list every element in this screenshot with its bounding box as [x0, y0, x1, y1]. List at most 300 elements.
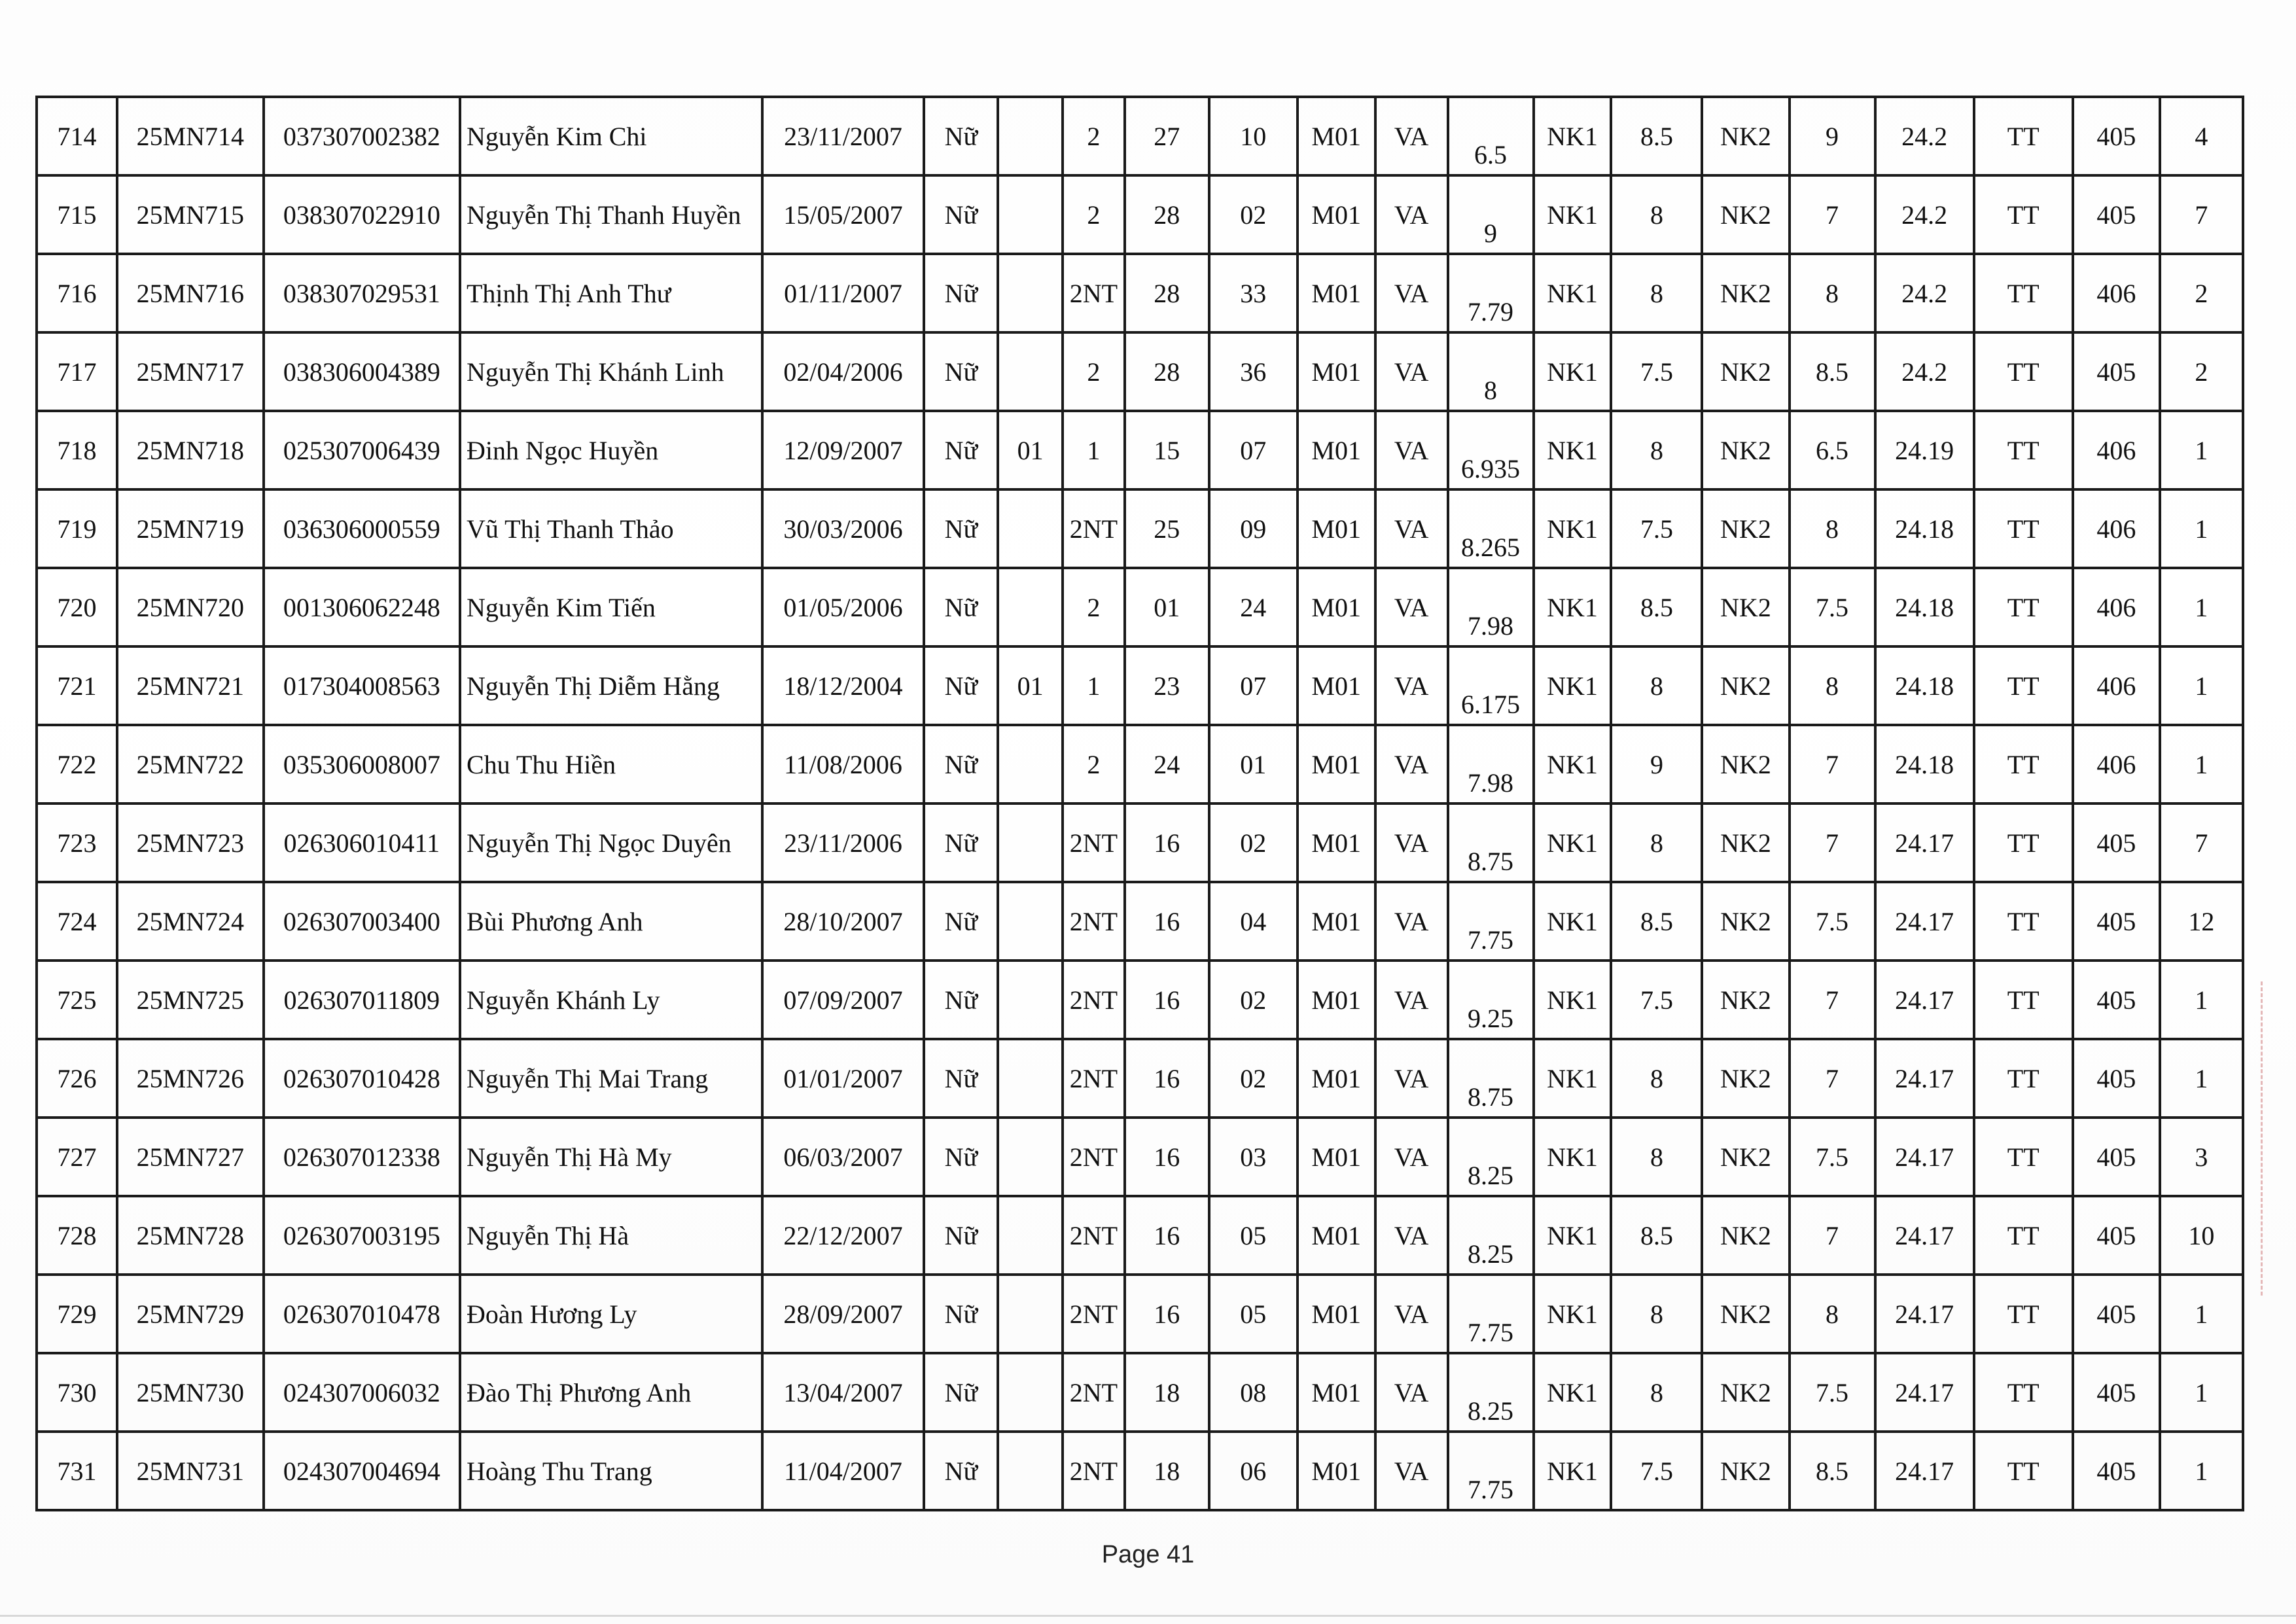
- cell-gioi-tinh: Nữ: [924, 1039, 998, 1118]
- cell-thu-tu-nguyen-vong: 1: [2160, 961, 2243, 1039]
- cell-ma-truong: 36: [1209, 332, 1298, 411]
- cell-ho-ten: Chu Thu Hiền: [460, 725, 762, 803]
- cell-khu-vuc: 2NT: [1063, 1353, 1125, 1432]
- cell-thu-tu-nguyen-vong: 1: [2160, 1039, 2243, 1118]
- cell-ket-qua: TT: [1974, 411, 2073, 489]
- cell-stt: 729: [37, 1275, 117, 1353]
- cell-gioi-tinh: Nữ: [924, 332, 998, 411]
- cell-ma-truong: 07: [1209, 646, 1298, 725]
- cell-mon3: NK2: [1702, 1118, 1789, 1196]
- cell-khu-vuc: 2NT: [1063, 254, 1125, 332]
- bottom-scan-edge: [0, 1615, 2296, 1617]
- cell-mon3: NK2: [1702, 882, 1789, 961]
- cell-khu-vuc: 2: [1063, 97, 1125, 175]
- cell-ho-ten: Hoàng Thu Trang: [460, 1432, 762, 1510]
- cell-ho-ten: Nguyễn Thị Khánh Linh: [460, 332, 762, 411]
- cell-stt: 731: [37, 1432, 117, 1510]
- cell-mon1: VA: [1375, 175, 1448, 254]
- cell-tong-diem: 24.17: [1875, 961, 1974, 1039]
- table-row: [37, 882, 2243, 961]
- cell-diem2: 8.5: [1611, 1196, 1702, 1275]
- cell-mon3: NK2: [1702, 1353, 1789, 1432]
- cell-ma-ho-so: 25MN723: [117, 803, 264, 882]
- cell-mon3: NK2: [1702, 646, 1789, 725]
- cell-mon1: VA: [1375, 725, 1448, 803]
- cell-khu-vuc: 2: [1063, 725, 1125, 803]
- cell-tong-diem: 24.18: [1875, 646, 1974, 725]
- cell-cccd: 026307003400: [264, 882, 460, 961]
- table-row: [37, 646, 2243, 725]
- cell-diem3: 7.5: [1790, 1353, 1875, 1432]
- cell-ma-tinh: 16: [1125, 1039, 1209, 1118]
- cell-stt: 728: [37, 1196, 117, 1275]
- cell-ket-qua: TT: [1974, 97, 2073, 175]
- cell-tong-diem: 24.2: [1875, 97, 1974, 175]
- cell-ma-nganh: 405: [2073, 1275, 2160, 1353]
- cell-ngay-sinh: 15/05/2007: [762, 175, 925, 254]
- cell-mon2: NK1: [1534, 254, 1612, 332]
- cell-diem2: 7.5: [1611, 961, 1702, 1039]
- cell-diem1: 6.175: [1448, 646, 1534, 725]
- cell-ho-ten: Nguyễn Thị Hà My: [460, 1118, 762, 1196]
- cell-mon1: VA: [1375, 1039, 1448, 1118]
- cell-ma-truong: 24: [1209, 568, 1298, 646]
- cell-thu-tu-nguyen-vong: 1: [2160, 1432, 2243, 1510]
- cell-ma-to-hop: M01: [1298, 489, 1375, 568]
- cell-ma-to-hop: M01: [1298, 411, 1375, 489]
- cell-mon1: VA: [1375, 97, 1448, 175]
- cell-ket-qua: TT: [1974, 1039, 2073, 1118]
- cell-cccd: 024307004694: [264, 1432, 460, 1510]
- cell-thu-tu-nguyen-vong: 12: [2160, 882, 2243, 961]
- cell-ma-tinh: 28: [1125, 332, 1209, 411]
- cell-mon1: VA: [1375, 332, 1448, 411]
- cell-ma-to-hop: M01: [1298, 1118, 1375, 1196]
- cell-cccd: 037307002382: [264, 97, 460, 175]
- cell-ngay-sinh: 13/04/2007: [762, 1353, 925, 1432]
- cell-ma-ho-so: 25MN722: [117, 725, 264, 803]
- cell-ma-to-hop: M01: [1298, 1432, 1375, 1510]
- cell-ma-nganh: 405: [2073, 1432, 2160, 1510]
- cell-diem2: 8: [1611, 646, 1702, 725]
- cell-ho-ten: Nguyễn Thị Ngọc Duyên: [460, 803, 762, 882]
- cell-stt: 719: [37, 489, 117, 568]
- cell-mon3: NK2: [1702, 1432, 1789, 1510]
- cell-ho-ten: Nguyễn Khánh Ly: [460, 961, 762, 1039]
- cell-gioi-tinh: Nữ: [924, 1118, 998, 1196]
- cell-thu-tu-nguyen-vong: 7: [2160, 803, 2243, 882]
- cell-diem1: 7.75: [1448, 1275, 1534, 1353]
- cell-mon2: NK1: [1534, 411, 1612, 489]
- cell-ma-to-hop: M01: [1298, 332, 1375, 411]
- cell-ma-to-hop: M01: [1298, 568, 1375, 646]
- cell-ho-ten: Đinh Ngọc Huyền: [460, 411, 762, 489]
- cell-cccd: 026306010411: [264, 803, 460, 882]
- cell-diem2: 8: [1611, 1118, 1702, 1196]
- cell-mon1: VA: [1375, 411, 1448, 489]
- cell-mon3: NK2: [1702, 1039, 1789, 1118]
- cell-ma-ho-so: 25MN716: [117, 254, 264, 332]
- cell-diem3: 8.5: [1790, 1432, 1875, 1510]
- cell-ngay-sinh: 12/09/2007: [762, 411, 925, 489]
- cell-mon2: NK1: [1534, 1275, 1612, 1353]
- cell-diem3: 7: [1790, 1196, 1875, 1275]
- cell-ma-nganh: 405: [2073, 97, 2160, 175]
- cell-tong-diem: 24.17: [1875, 1039, 1974, 1118]
- cell-diem1: 6.5: [1448, 97, 1534, 175]
- cell-ma-nganh: 405: [2073, 1039, 2160, 1118]
- table-row: [37, 1353, 2243, 1432]
- cell-khu-vuc: 1: [1063, 646, 1125, 725]
- cell-ma-ho-so: 25MN729: [117, 1275, 264, 1353]
- cell-doi-tuong: [998, 568, 1063, 646]
- cell-khu-vuc: 2NT: [1063, 1196, 1125, 1275]
- cell-mon3: NK2: [1702, 97, 1789, 175]
- cell-ma-truong: 06: [1209, 1432, 1298, 1510]
- cell-diem2: 7.5: [1611, 1432, 1702, 1510]
- table-row: [37, 961, 2243, 1039]
- cell-mon3: NK2: [1702, 1196, 1789, 1275]
- table-row: [37, 803, 2243, 882]
- cell-stt: 716: [37, 254, 117, 332]
- cell-diem1: 8.25: [1448, 1353, 1534, 1432]
- cell-ngay-sinh: 01/01/2007: [762, 1039, 925, 1118]
- cell-tong-diem: 24.17: [1875, 803, 1974, 882]
- table-row: [37, 1196, 2243, 1275]
- cell-mon3: NK2: [1702, 489, 1789, 568]
- cell-ma-ho-so: 25MN720: [117, 568, 264, 646]
- cell-ket-qua: TT: [1974, 803, 2073, 882]
- cell-diem3: 8.5: [1790, 332, 1875, 411]
- cell-mon2: NK1: [1534, 489, 1612, 568]
- cell-doi-tuong: [998, 803, 1063, 882]
- cell-mon1: VA: [1375, 882, 1448, 961]
- cell-diem3: 9: [1790, 97, 1875, 175]
- cell-ket-qua: TT: [1974, 175, 2073, 254]
- cell-ma-nganh: 406: [2073, 489, 2160, 568]
- cell-ho-ten: Nguyễn Thị Hà: [460, 1196, 762, 1275]
- cell-mon2: NK1: [1534, 1353, 1612, 1432]
- cell-ma-nganh: 405: [2073, 961, 2160, 1039]
- cell-diem1: 8.25: [1448, 1118, 1534, 1196]
- cell-cccd: 025307006439: [264, 411, 460, 489]
- cell-stt: 723: [37, 803, 117, 882]
- cell-ho-ten: Đoàn Hương Ly: [460, 1275, 762, 1353]
- cell-ma-truong: 02: [1209, 961, 1298, 1039]
- cell-mon1: VA: [1375, 1432, 1448, 1510]
- cell-ma-tinh: 25: [1125, 489, 1209, 568]
- cell-ma-truong: 05: [1209, 1196, 1298, 1275]
- stamp-edge-mark: [2261, 981, 2278, 1296]
- cell-cccd: 038307029531: [264, 254, 460, 332]
- table-row: [37, 1432, 2243, 1510]
- table-row: [37, 568, 2243, 646]
- cell-mon1: VA: [1375, 568, 1448, 646]
- cell-diem2: 8: [1611, 1353, 1702, 1432]
- cell-cccd: 038307022910: [264, 175, 460, 254]
- cell-stt: 727: [37, 1118, 117, 1196]
- cell-ma-tinh: 16: [1125, 882, 1209, 961]
- cell-ket-qua: TT: [1974, 1196, 2073, 1275]
- cell-ma-to-hop: M01: [1298, 1196, 1375, 1275]
- cell-diem1: 7.75: [1448, 1432, 1534, 1510]
- cell-ma-nganh: 405: [2073, 1196, 2160, 1275]
- cell-cccd: 035306008007: [264, 725, 460, 803]
- cell-ma-tinh: 28: [1125, 175, 1209, 254]
- cell-diem1: 9.25: [1448, 961, 1534, 1039]
- cell-thu-tu-nguyen-vong: 7: [2160, 175, 2243, 254]
- cell-cccd: 001306062248: [264, 568, 460, 646]
- cell-diem3: 7: [1790, 175, 1875, 254]
- cell-ket-qua: TT: [1974, 254, 2073, 332]
- cell-ngay-sinh: 30/03/2006: [762, 489, 925, 568]
- cell-stt: 715: [37, 175, 117, 254]
- table-row: [37, 1118, 2243, 1196]
- cell-diem1: 8.25: [1448, 1196, 1534, 1275]
- cell-stt: 717: [37, 332, 117, 411]
- cell-diem3: 7.5: [1790, 882, 1875, 961]
- cell-ngay-sinh: 11/08/2006: [762, 725, 925, 803]
- cell-ma-nganh: 406: [2073, 725, 2160, 803]
- cell-ma-to-hop: M01: [1298, 97, 1375, 175]
- cell-diem2: 8: [1611, 411, 1702, 489]
- cell-cccd: 026307010478: [264, 1275, 460, 1353]
- cell-diem1: 7.75: [1448, 882, 1534, 961]
- cell-diem1: 6.935: [1448, 411, 1534, 489]
- cell-ho-ten: Nguyễn Thị Thanh Huyền: [460, 175, 762, 254]
- table-row: [37, 489, 2243, 568]
- cell-khu-vuc: 2NT: [1063, 1118, 1125, 1196]
- cell-ma-truong: 02: [1209, 1039, 1298, 1118]
- cell-ma-nganh: 405: [2073, 1118, 2160, 1196]
- cell-ma-ho-so: 25MN727: [117, 1118, 264, 1196]
- cell-ma-to-hop: M01: [1298, 803, 1375, 882]
- cell-tong-diem: 24.2: [1875, 175, 1974, 254]
- cell-ma-tinh: 28: [1125, 254, 1209, 332]
- cell-ma-tinh: 16: [1125, 1196, 1209, 1275]
- cell-gioi-tinh: Nữ: [924, 1275, 998, 1353]
- cell-mon2: NK1: [1534, 725, 1612, 803]
- cell-diem3: 7: [1790, 1039, 1875, 1118]
- cell-ma-to-hop: M01: [1298, 254, 1375, 332]
- cell-ho-ten: Thịnh Thị Anh Thư: [460, 254, 762, 332]
- cell-ngay-sinh: 22/12/2007: [762, 1196, 925, 1275]
- table-row: [37, 1275, 2243, 1353]
- cell-gioi-tinh: Nữ: [924, 961, 998, 1039]
- cell-ma-truong: 10: [1209, 97, 1298, 175]
- cell-diem1: 7.79: [1448, 254, 1534, 332]
- cell-diem2: 8.5: [1611, 568, 1702, 646]
- cell-doi-tuong: [998, 1353, 1063, 1432]
- cell-ngay-sinh: 11/04/2007: [762, 1432, 925, 1510]
- cell-diem2: 8.5: [1611, 97, 1702, 175]
- cell-diem2: 8: [1611, 175, 1702, 254]
- cell-ma-tinh: 16: [1125, 803, 1209, 882]
- cell-ma-truong: 01: [1209, 725, 1298, 803]
- cell-doi-tuong: [998, 1275, 1063, 1353]
- cell-diem3: 8: [1790, 254, 1875, 332]
- cell-doi-tuong: [998, 1196, 1063, 1275]
- cell-khu-vuc: 2NT: [1063, 1275, 1125, 1353]
- cell-gioi-tinh: Nữ: [924, 411, 998, 489]
- cell-ket-qua: TT: [1974, 489, 2073, 568]
- cell-mon2: NK1: [1534, 332, 1612, 411]
- cell-ket-qua: TT: [1974, 1353, 2073, 1432]
- cell-ket-qua: TT: [1974, 882, 2073, 961]
- cell-diem2: 8: [1611, 254, 1702, 332]
- cell-ma-ho-so: 25MN719: [117, 489, 264, 568]
- cell-tong-diem: 24.17: [1875, 1432, 1974, 1510]
- cell-thu-tu-nguyen-vong: 10: [2160, 1196, 2243, 1275]
- cell-tong-diem: 24.18: [1875, 725, 1974, 803]
- cell-diem1: 8.75: [1448, 803, 1534, 882]
- cell-ngay-sinh: 02/04/2006: [762, 332, 925, 411]
- cell-diem3: 8: [1790, 646, 1875, 725]
- cell-doi-tuong: 01: [998, 646, 1063, 725]
- cell-ket-qua: TT: [1974, 646, 2073, 725]
- cell-ma-nganh: 405: [2073, 1353, 2160, 1432]
- cell-ma-nganh: 406: [2073, 411, 2160, 489]
- cell-gioi-tinh: Nữ: [924, 1353, 998, 1432]
- cell-mon1: VA: [1375, 254, 1448, 332]
- cell-cccd: 017304008563: [264, 646, 460, 725]
- cell-cccd: 038306004389: [264, 332, 460, 411]
- cell-doi-tuong: [998, 489, 1063, 568]
- cell-cccd: 036306000559: [264, 489, 460, 568]
- cell-ho-ten: Vũ Thị Thanh Thảo: [460, 489, 762, 568]
- table-row: [37, 175, 2243, 254]
- cell-mon2: NK1: [1534, 646, 1612, 725]
- cell-tong-diem: 24.18: [1875, 489, 1974, 568]
- cell-ma-truong: 02: [1209, 175, 1298, 254]
- cell-mon1: VA: [1375, 1275, 1448, 1353]
- cell-mon2: NK1: [1534, 961, 1612, 1039]
- cell-ket-qua: TT: [1974, 332, 2073, 411]
- cell-stt: 724: [37, 882, 117, 961]
- cell-stt: 718: [37, 411, 117, 489]
- cell-diem1: 8.75: [1448, 1039, 1534, 1118]
- cell-diem3: 7: [1790, 961, 1875, 1039]
- cell-ma-tinh: 18: [1125, 1353, 1209, 1432]
- cell-diem3: 7.5: [1790, 1118, 1875, 1196]
- cell-gioi-tinh: Nữ: [924, 1196, 998, 1275]
- cell-ma-truong: 04: [1209, 882, 1298, 961]
- cell-ma-tinh: 16: [1125, 961, 1209, 1039]
- table-row: [37, 254, 2243, 332]
- cell-mon2: NK1: [1534, 568, 1612, 646]
- cell-gioi-tinh: Nữ: [924, 97, 998, 175]
- cell-ma-to-hop: M01: [1298, 882, 1375, 961]
- cell-ma-nganh: 405: [2073, 882, 2160, 961]
- cell-mon2: NK1: [1534, 1196, 1612, 1275]
- cell-tong-diem: 24.17: [1875, 1118, 1974, 1196]
- cell-tong-diem: 24.17: [1875, 1275, 1974, 1353]
- cell-ho-ten: Nguyễn Thị Mai Trang: [460, 1039, 762, 1118]
- cell-mon1: VA: [1375, 489, 1448, 568]
- cell-ngay-sinh: 23/11/2006: [762, 803, 925, 882]
- admission-results-table: [35, 96, 2244, 1511]
- cell-khu-vuc: 2: [1063, 568, 1125, 646]
- cell-ket-qua: TT: [1974, 1118, 2073, 1196]
- cell-ket-qua: TT: [1974, 725, 2073, 803]
- cell-ma-ho-so: 25MN714: [117, 97, 264, 175]
- cell-gioi-tinh: Nữ: [924, 1432, 998, 1510]
- table-row: [37, 725, 2243, 803]
- cell-ma-ho-so: 25MN726: [117, 1039, 264, 1118]
- cell-ngay-sinh: 01/11/2007: [762, 254, 925, 332]
- cell-stt: 714: [37, 97, 117, 175]
- cell-diem1: 8.265: [1448, 489, 1534, 568]
- cell-mon3: NK2: [1702, 803, 1789, 882]
- cell-mon2: NK1: [1534, 803, 1612, 882]
- cell-mon2: NK1: [1534, 1432, 1612, 1510]
- cell-cccd: 026307012338: [264, 1118, 460, 1196]
- cell-diem2: 8.5: [1611, 882, 1702, 961]
- cell-stt: 726: [37, 1039, 117, 1118]
- cell-ho-ten: Nguyễn Thị Diễm Hằng: [460, 646, 762, 725]
- cell-mon3: NK2: [1702, 568, 1789, 646]
- cell-doi-tuong: 01: [998, 411, 1063, 489]
- cell-doi-tuong: [998, 97, 1063, 175]
- cell-thu-tu-nguyen-vong: 1: [2160, 411, 2243, 489]
- cell-ma-nganh: 406: [2073, 646, 2160, 725]
- cell-stt: 730: [37, 1353, 117, 1432]
- cell-ma-tinh: 24: [1125, 725, 1209, 803]
- cell-doi-tuong: [998, 725, 1063, 803]
- cell-gioi-tinh: Nữ: [924, 882, 998, 961]
- cell-ma-to-hop: M01: [1298, 1275, 1375, 1353]
- cell-doi-tuong: [998, 961, 1063, 1039]
- cell-thu-tu-nguyen-vong: 4: [2160, 97, 2243, 175]
- cell-ma-nganh: 406: [2073, 254, 2160, 332]
- cell-khu-vuc: 2NT: [1063, 803, 1125, 882]
- cell-gioi-tinh: Nữ: [924, 175, 998, 254]
- cell-gioi-tinh: Nữ: [924, 568, 998, 646]
- cell-mon1: VA: [1375, 961, 1448, 1039]
- cell-ma-tinh: 18: [1125, 1432, 1209, 1510]
- cell-diem3: 8: [1790, 1275, 1875, 1353]
- cell-mon2: NK1: [1534, 1039, 1612, 1118]
- cell-ma-ho-so: 25MN728: [117, 1196, 264, 1275]
- table-body: [37, 97, 2243, 1510]
- cell-diem2: 7.5: [1611, 489, 1702, 568]
- cell-mon1: VA: [1375, 646, 1448, 725]
- cell-ho-ten: Nguyễn Kim Tiến: [460, 568, 762, 646]
- cell-thu-tu-nguyen-vong: 1: [2160, 489, 2243, 568]
- cell-diem3: 6.5: [1790, 411, 1875, 489]
- cell-mon3: NK2: [1702, 254, 1789, 332]
- cell-ma-ho-so: 25MN724: [117, 882, 264, 961]
- cell-gioi-tinh: Nữ: [924, 725, 998, 803]
- cell-diem1: 7.98: [1448, 568, 1534, 646]
- cell-doi-tuong: [998, 1118, 1063, 1196]
- cell-gioi-tinh: Nữ: [924, 646, 998, 725]
- cell-diem1: 9: [1448, 175, 1534, 254]
- cell-mon1: VA: [1375, 803, 1448, 882]
- cell-diem2: 8: [1611, 1039, 1702, 1118]
- cell-diem3: 8: [1790, 489, 1875, 568]
- cell-gioi-tinh: Nữ: [924, 489, 998, 568]
- cell-doi-tuong: [998, 254, 1063, 332]
- cell-mon1: VA: [1375, 1353, 1448, 1432]
- cell-mon2: NK1: [1534, 882, 1612, 961]
- cell-mon3: NK2: [1702, 1275, 1789, 1353]
- cell-cccd: 024307006032: [264, 1353, 460, 1432]
- cell-khu-vuc: 2NT: [1063, 882, 1125, 961]
- cell-tong-diem: 24.18: [1875, 568, 1974, 646]
- cell-ngay-sinh: 07/09/2007: [762, 961, 925, 1039]
- cell-mon2: NK1: [1534, 1118, 1612, 1196]
